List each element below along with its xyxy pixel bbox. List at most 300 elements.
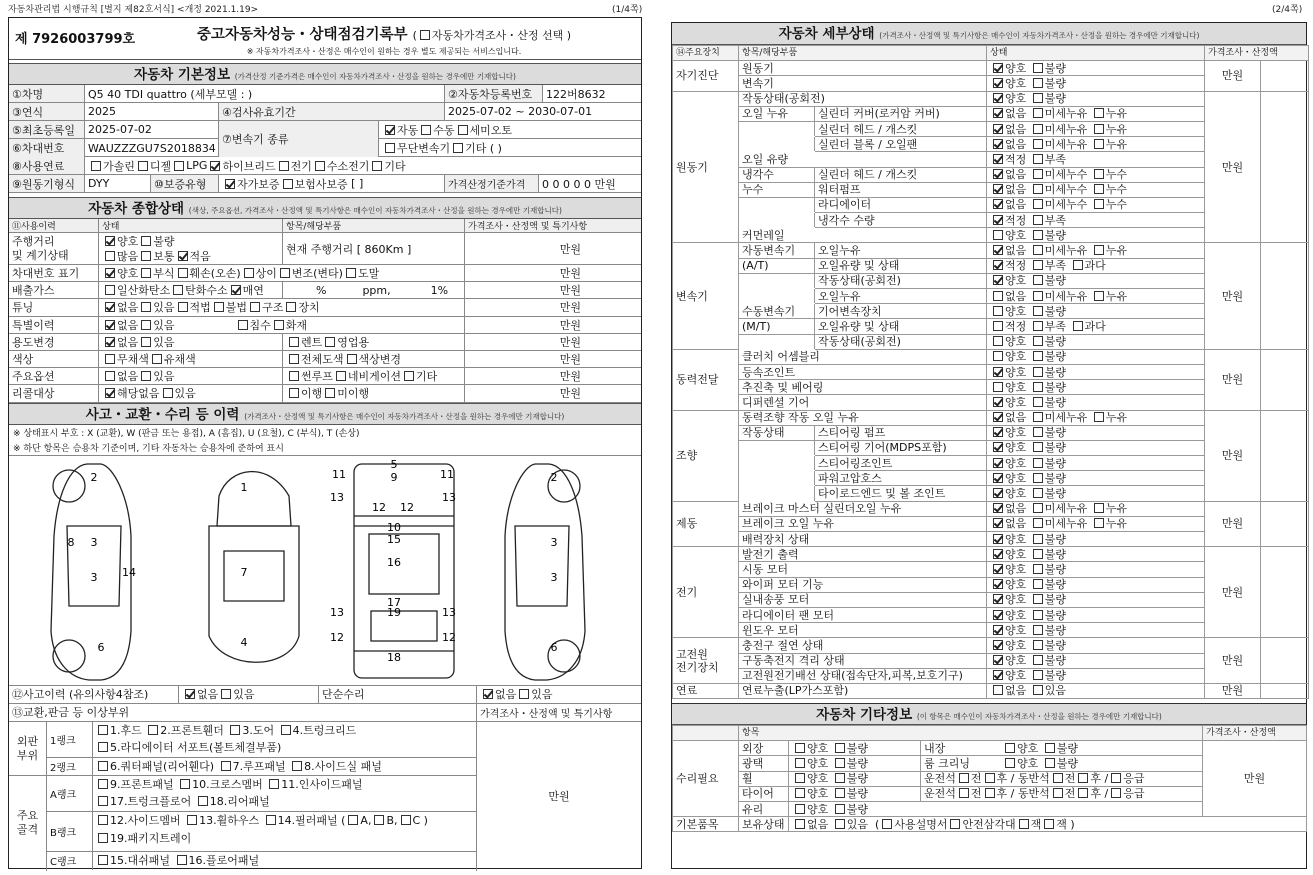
detail-2-3-opt-0[interactable]: [993, 291, 1003, 301]
detail-5-0-opt-1[interactable]: [1033, 503, 1043, 513]
base-price-label: 가격산정기준가격: [445, 175, 539, 192]
detail-6-1-opt-1[interactable]: [1033, 564, 1043, 574]
diagram-part-number: 18: [387, 650, 401, 664]
diagram-part-number: 13: [442, 605, 456, 619]
detail-row: 고전원전기배선 상태(접속단자,피복,보호기구) 양호 불량: [673, 668, 1309, 683]
summary-3-opt-3-checkbox[interactable]: [214, 302, 224, 312]
summary-1-opt-5-checkbox[interactable]: [346, 268, 356, 278]
detail-1-5-opt-1[interactable]: [1033, 169, 1043, 179]
detail-row: 자기진단 원동기 양호 불량 만원: [673, 61, 1309, 76]
device-group-label: 제동: [673, 501, 739, 547]
detail-2-1-opt-1[interactable]: [1033, 260, 1043, 270]
summary-8-opt2-0-checkbox[interactable]: [289, 388, 299, 398]
detail-0-1-opt-0[interactable]: [993, 78, 1003, 88]
detail-3-0-opt-0[interactable]: [993, 351, 1003, 361]
summary-2-opt-0-checkbox[interactable]: [105, 285, 115, 295]
other-heading: 자동차 기타정보 (이 항목은 매수인이 자동차가격조사・산정을 원하는 경우에만 기재합니다): [672, 703, 1306, 725]
car-side-right: [505, 464, 585, 680]
detail-4-3-opt-1[interactable]: [1033, 458, 1043, 468]
summary-heading: 자동차 종합상태 (색상, 주요옵션, 가격조사・산정액 및 특기사항은 매수인이 자동차가격조사・산정을 원하는 경우에만 기재합니다): [9, 197, 641, 219]
summary-8-opt-1-checkbox[interactable]: [163, 388, 173, 398]
summary-row: 특별이력 없음 있음 침수 화재 만원: [9, 317, 641, 334]
summary-5-opt-0-checkbox[interactable]: [105, 337, 115, 347]
simple-yes-checkbox[interactable]: [519, 689, 529, 699]
accident-yes-checkbox[interactable]: [221, 689, 231, 699]
summary-5-opt2-0-checkbox[interactable]: [289, 337, 299, 347]
diagram-part-number: 2: [90, 470, 98, 484]
detail-2-3-opt-1[interactable]: [1033, 291, 1043, 301]
inspection-value: 2025-07-02 ~ 2030-07-01: [448, 105, 593, 118]
detail-row: 제동 브레이크 마스터 실린더오일 누유 없음 미세누유 누유 만원: [673, 501, 1309, 516]
other-table: 항목 가격조사・산정액 수리필요 외장 양호 불량 내장 양호 불량 만원 광택 양호 불량 룸 크리닝 양호 불량 휠 양호 불량 운전석 전 후 / 동반석 전 후 / 응급 타이어 양호 불량 운전석 전 후 / 동반석 전 후 / 응급 유리 양호 불량 기본품목 보유상태 없음 있음 ( 사용설명서 안전삼각대 잭 잭 ): [672, 725, 1307, 832]
diagram-part-number: 3: [550, 570, 558, 584]
detail-1-6-opt-0[interactable]: [993, 184, 1003, 194]
diagram-part-number: 1: [240, 480, 248, 494]
detail-1-4-opt-0[interactable]: [993, 154, 1003, 164]
device-group-label: 조향: [673, 410, 739, 501]
summary-1-opt-2-checkbox[interactable]: [178, 268, 188, 278]
summary-8-opt2-1-checkbox[interactable]: [325, 388, 335, 398]
summary-4-opt-0-checkbox[interactable]: [105, 320, 115, 330]
trans-label: ⑦변속기 종류: [219, 121, 379, 157]
diagram-part-number: 12: [372, 500, 386, 514]
summary-5-opt-1-checkbox[interactable]: [141, 337, 151, 347]
diagram-part-number: 13: [330, 490, 344, 504]
detail-6-5-opt-0[interactable]: [993, 625, 1003, 635]
detail-0-1-opt-1[interactable]: [1033, 78, 1043, 88]
detail-row: 구동축전지 격리 상태 양호 불량: [673, 653, 1309, 668]
repair-needed-label: 수리필요: [673, 741, 739, 817]
fuel-other-checkbox[interactable]: [372, 161, 382, 171]
detail-6-4-opt-1[interactable]: [1033, 610, 1043, 620]
detail-4-2-opt-1[interactable]: [1033, 442, 1043, 452]
diagram-part-number: 11: [440, 467, 454, 481]
detail-5-0-opt-0[interactable]: [993, 503, 1003, 513]
detail-2-3-opt-2[interactable]: [1094, 291, 1104, 301]
trans-manual-checkbox[interactable]: [421, 125, 431, 135]
diagram-part-number: 5: [390, 457, 398, 471]
detail-2-4-opt-0[interactable]: [993, 306, 1003, 316]
year-label: ③연식: [9, 103, 85, 120]
detail-2-0-opt-1[interactable]: [1033, 245, 1043, 255]
detail-6-3-opt-1[interactable]: [1033, 594, 1043, 604]
summary-2-opt-1-checkbox[interactable]: [173, 285, 183, 295]
summary-row: 색상 무채색 유채색 전체도색 색상변경 만원: [9, 351, 641, 368]
detail-4-0-opt-0[interactable]: [993, 412, 1003, 422]
detail-4-5-opt-1[interactable]: [1033, 488, 1043, 498]
detail-2-5-opt-1[interactable]: [1033, 321, 1043, 331]
detail-row: 동력전달 클러치 어셈블리 양호 불량 만원: [673, 349, 1309, 364]
summary-3-opt2-0-checkbox[interactable]: [250, 302, 260, 312]
detail-2-0-opt-2[interactable]: [1094, 245, 1104, 255]
summary-4-opt-1-checkbox[interactable]: [141, 320, 151, 330]
car-diagram-svg: [9, 456, 641, 686]
summary-col-item: 항목/해당부품: [283, 219, 465, 232]
detail-7-0-opt-1[interactable]: [1033, 640, 1043, 650]
detail-1-4-opt-1[interactable]: [1033, 154, 1043, 164]
diagram-part-number: 19: [387, 605, 401, 619]
detail-1-2-opt-2[interactable]: [1094, 124, 1104, 134]
detail-6-2-opt-1[interactable]: [1033, 579, 1043, 589]
detail-6-0-opt-1[interactable]: [1033, 549, 1043, 559]
diagram-part-number: 13: [442, 490, 456, 504]
accident-legend: ※ 상태표시 부호 : X (교환), W (판금 또는 용접), A (흠집), U (요철), C (부식), T (손상): [13, 428, 360, 439]
detail-row: 원동기 작동상태(공회전) 양호 불량 만원: [673, 91, 1309, 106]
summary-2-opt-2-checkbox[interactable]: [231, 285, 241, 295]
wheel-front-left: [53, 470, 85, 502]
detail-6-3-opt-0[interactable]: [993, 594, 1003, 604]
detail-row: 스티어링조인트 양호 불량: [673, 456, 1309, 471]
detail-1-6-opt-1[interactable]: [1033, 184, 1043, 194]
detail-2-1-opt-0[interactable]: [993, 260, 1003, 270]
detail-2-1-opt-2[interactable]: [1073, 260, 1083, 270]
detail-1-8-opt-1[interactable]: [1033, 215, 1043, 225]
diagram-part-number: 6: [550, 640, 558, 654]
diagram-part-number: 10: [387, 520, 401, 534]
exchange-label: ⑬교환,판금 등 이상부위: [9, 704, 477, 721]
warranty-insurer-checkbox[interactable]: [283, 179, 293, 189]
detail-1-1-opt-0[interactable]: [993, 108, 1003, 118]
detail-row: 추진축 및 베어링 양호 불량: [673, 380, 1309, 395]
device-group-label: 원동기: [673, 91, 739, 243]
diagram-part-number: 13: [330, 605, 344, 619]
vin-label: ⑥차대번호: [9, 139, 85, 157]
detail-1-0-opt-0[interactable]: [993, 93, 1003, 103]
detail-row: 배력장치 상태 양호 불량: [673, 532, 1309, 547]
page-number-2: (2/4쪽): [1272, 5, 1303, 15]
detail-5-1-opt-2[interactable]: [1094, 518, 1104, 528]
detail-row: 디퍼렌셜 기어 양호 불량: [673, 395, 1309, 410]
summary-3-opt-2-checkbox[interactable]: [178, 302, 188, 312]
detail-7-1-opt-0[interactable]: [993, 655, 1003, 665]
detail-6-2-opt-0[interactable]: [993, 579, 1003, 589]
basic-items-label: 기본품목: [673, 817, 739, 832]
diagram-part-number: 3: [90, 570, 98, 584]
detail-3-3-opt-1[interactable]: [1033, 397, 1043, 407]
device-group-label: 연료: [673, 683, 739, 698]
detail-8-0-opt-1[interactable]: [1033, 685, 1043, 695]
summary-row: 차대번호 표기 양호 부식 훼손(오손) 상이 변조(변타) 도말 만원: [9, 265, 641, 282]
detail-3-2-opt-1[interactable]: [1033, 382, 1043, 392]
detail-2-4-opt-1[interactable]: [1033, 306, 1043, 316]
device-group-label: 변속기: [673, 243, 739, 349]
fuel-diesel-checkbox[interactable]: [138, 161, 148, 171]
accident-history-label: ⑫사고이력 (유의사항4참조): [9, 686, 179, 703]
reg-label: ②자동차등록번호: [445, 85, 543, 102]
fuel-electric-checkbox[interactable]: [279, 161, 289, 171]
exchange-price-label: 가격조사・산정액 및 특기사항: [480, 708, 613, 720]
detail-1-1-opt-1[interactable]: [1033, 108, 1043, 118]
detail-2-2-opt-0[interactable]: [993, 275, 1003, 285]
wheel-rear-left: [53, 640, 85, 672]
detail-row: 오일누유 없음 미세누유 누유: [673, 289, 1309, 304]
page-1: 제 7926003799호 중고자동차성능・상태점검기록부 ( 자동차가격조사・산정 선택 ) ※ 자동차가격조사・산정은 매수인이 원하는 경우 별도 제공되는 서비스입니다. 자동차 기본정보 (가격산정 기준가격은 매수인이 자동차가격조사・산정을 원하는 경우에만 기재합니다) ①차명 Q5 40 TDI quattro (세부모델 : ) ②자동차등록번호 122버8632 ③연식 2025 ④검사유효기간 2025-07-02 ~ 2030-07-01 ⑤최초등록일 2025-07-02 ⑥차대번호 WAUZZZGU7S2018834 ⑦변속기 종류 자동 수동 세미오토 무단변속기 기타 ( ) ⑧사용연료 가솔린 디젤 LPG 하이브리드 전기 수소전기 기타 ⑨원동기형식 DYY ⑩보증유형 자가보증 보험사보증 [ ] 가격산정기준가격 0 0 0 0 0 만원 자동차 종합상태 (색상, 주요옵션, 가격조사・산정액 및 특기사항은 매수인이 자동차가격조사・산정을 원하는 경우에만 기재합니다) ⑪사용이력 상태 항목/해당부품 가격조사・산정액 및 특기사항 주행거리 및 계기상태 양호 불량 많음 보통 적음 현재 주행거리 [ 860Km ] 만원 차대번호 표기 양호 부식 훼손(오손) 상이 변조(변타) 도말 만원 배출가스 일산화탄소 탄화수소 매연 % ppm, 1% 만원 튜닝 없음 있음 적법 불법 구조 장치 만원 특별이력 없음 있음 침수 화재 만원 용도변경 없음 있음 렌트 영업용 만원 색상 무채색 유채색 전체도색 색상변경 만원 주요옵션 없음 있음 썬루프 네비게이션 기타 만원 리콜대상 해당없음 있음 이행 미이행 만원 사고・교환・수리 등 이력 (가격조사・산정액 및 특기사항은 매수인이 자동차가격조사・산정을 원하는 경우에만 기재합니다) ※ 상태표시 부호 : X (교환), W (판금 또는 용접), A (흠집), U (요철), C (부식), T (손상) ※ 하단 항목은 승용차 기준이며, 기타 자동차는 승용차에 준하여 표시 1 2 3 3 4 5 6 7 8 9 10 11 11 12 12 13 13 14 15 16 17 18 19 2 3 3 6 12 12 13 13 ⑫사고이력 (유의사항4참조) 없음 있음 단순수리 없음 있음 ⑬교환,판금 등 이상부위 가격조사・산정액 및 특기사항 외판 부위 1랭크 1.후드 2.프론트휀더 3.도어 4.트렁크리드 5.라디에이터 서포트(볼트체결부품) 2랭크 6.쿼터패널(리어휀다) 7.루프패널 8.사이드실 패널 주요 골격 A랭크 9.프론트패널 10.크로스멤버 11.인사이드패널 17.트렁크플로어 18.리어패널 B랭크 12.사이드멤버 13.휠하우스 14.필러패널 ( A, B, C ) 19.패키지트레이 C랭크 15.대쉬패널 16.플로어패널 만원: [8, 17, 642, 869]
simple-none-checkbox[interactable]: [483, 689, 493, 699]
summary-col-price: 가격조사・산정액 및 특기사항: [468, 222, 588, 232]
form-reference: 자동차관리법 시행규칙 [별지 제82호서식] <개정 2021.1.19>: [8, 5, 259, 15]
summary-row: 배출가스 일산화탄소 탄화수소 매연 % ppm, 1% 만원: [9, 282, 641, 299]
device-group-label: 동력전달: [673, 349, 739, 410]
detail-heading: 자동차 세부상태 (가격조사・산정액 및 특기사항은 매수인이 자동차가격조사・산정을 원하는 경우에만 기재합니다): [672, 23, 1306, 45]
trans-cvt-checkbox[interactable]: [385, 143, 395, 153]
detail-row: (M/T) 오일유량 및 상태 적정 부족 과다: [673, 319, 1309, 334]
reg-value: 122버8632: [546, 87, 606, 101]
detail-4-3-opt-0[interactable]: [993, 458, 1003, 468]
first-reg-value: 2025-07-02: [88, 123, 152, 136]
summary-7-opt2-2-checkbox[interactable]: [404, 371, 414, 381]
detail-6-1-opt-0[interactable]: [993, 564, 1003, 574]
detail-row: 오일 유량 적정 부족: [673, 152, 1309, 167]
detail-6-0-opt-0[interactable]: [993, 549, 1003, 559]
current-mileage: 현재 주행거리 [ 860Km ]: [283, 233, 465, 264]
engine-label: ⑨원동기형식: [9, 175, 85, 192]
price-survey-checkbox[interactable]: [420, 30, 430, 40]
detail-1-3-opt-2[interactable]: [1094, 139, 1104, 149]
summary-row: 리콜대상 해당없음 있음 이행 미이행 만원: [9, 385, 641, 402]
diagram-part-number: 2: [550, 470, 558, 484]
diagram-part-number: 8: [67, 535, 75, 549]
diagram-part-number: 12: [442, 630, 456, 644]
detail-row: 누수 워터펌프 없음 미세누수 누수: [673, 182, 1309, 197]
diagram-part-number: 15: [387, 532, 401, 546]
first-reg-label: ⑤최초등록일: [9, 121, 85, 138]
fuel-options: 가솔린 디젤 LPG 하이브리드 전기 수소전기 기타: [85, 157, 641, 174]
detail-row: 변속기 자동변속기 오일누유 없음 미세누유 누유 만원: [673, 243, 1309, 258]
detail-row: 실린더 헤드 / 개스킷 없음 미세누유 누유: [673, 121, 1309, 136]
detail-1-3-opt-0[interactable]: [993, 139, 1003, 149]
summary-4-opt2-0-checkbox[interactable]: [238, 320, 248, 330]
vin-value: WAUZZZGU7S2018834: [88, 141, 216, 155]
mileage-high-checkbox[interactable]: [105, 251, 115, 261]
detail-3-3-opt-0[interactable]: [993, 397, 1003, 407]
mileage-normal-checkbox[interactable]: [141, 251, 151, 261]
summary-3-opt-1-checkbox[interactable]: [141, 302, 151, 312]
detail-2-2-opt-1[interactable]: [1033, 275, 1043, 285]
detail-6-5-opt-1[interactable]: [1033, 625, 1043, 635]
detail-row: 커먼레일 양호 불량: [673, 228, 1309, 243]
detail-4-4-opt-1[interactable]: [1033, 473, 1043, 483]
summary-4-opt2-1-checkbox[interactable]: [274, 320, 284, 330]
detail-1-2-opt-0[interactable]: [993, 124, 1003, 134]
diagram-part-number: 12: [330, 630, 344, 644]
diagram-part-number: 14: [122, 565, 136, 579]
diagram-part-number: 9: [390, 470, 398, 484]
summary-1-opt-3-checkbox[interactable]: [244, 268, 254, 278]
detail-row: 작동상태(공회전) 양호 불량: [673, 334, 1309, 349]
detail-2-5-opt-0[interactable]: [993, 321, 1003, 331]
detail-row: 냉각수 실린더 헤드 / 개스킷 없음 미세누수 누수: [673, 167, 1309, 182]
year-value: 2025: [85, 103, 219, 120]
page-2: [671, 22, 1307, 869]
car-diagram: [9, 456, 641, 686]
accident-none-checkbox[interactable]: [185, 689, 195, 699]
detail-5-0-opt-2[interactable]: [1094, 503, 1104, 513]
device-group-label: 고전원 전기장치: [673, 638, 739, 684]
detail-5-2-opt-0[interactable]: [993, 534, 1003, 544]
diagram-part-number: 16: [387, 555, 401, 569]
detail-row: 시동 모터 양호 불량: [673, 562, 1309, 577]
summary-6-opt2-1-checkbox[interactable]: [347, 354, 357, 364]
form-title: 중고자동차성능・상태점검기록부: [196, 27, 408, 43]
summary-1-opt-0-checkbox[interactable]: [105, 268, 115, 278]
detail-6-4-opt-0[interactable]: [993, 610, 1003, 620]
detail-2-0-opt-0[interactable]: [993, 245, 1003, 255]
car-top-view: [209, 526, 299, 662]
detail-3-1-opt-0[interactable]: [993, 367, 1003, 377]
detail-row: 윈도우 모터 양호 불량: [673, 623, 1309, 638]
detail-2-6-opt-0[interactable]: [993, 336, 1003, 346]
detail-2-5-opt-2[interactable]: [1073, 321, 1083, 331]
diagram-part-number: 6: [97, 640, 105, 654]
summary-3-opt2-1-checkbox[interactable]: [286, 302, 296, 312]
trans-other-checkbox[interactable]: [453, 143, 463, 153]
detail-row: 변속기 양호 불량: [673, 76, 1309, 91]
summary-7-opt-1-checkbox[interactable]: [141, 371, 151, 381]
detail-row: 냉각수 수량 적정 부족: [673, 213, 1309, 228]
summary-8-opt-0-checkbox[interactable]: [105, 388, 115, 398]
summary-6-opt2-0-checkbox[interactable]: [289, 354, 299, 364]
detail-row: 라디에이터 없음 미세누수 누수: [673, 197, 1309, 212]
detail-5-1-opt-1[interactable]: [1033, 518, 1043, 528]
detail-1-9-opt-1[interactable]: [1033, 230, 1043, 240]
detail-4-4-opt-0[interactable]: [993, 473, 1003, 483]
detail-4-2-opt-0[interactable]: [993, 442, 1003, 452]
detail-row: 작동상태 스티어링 펌프 양호 불량: [673, 425, 1309, 440]
record-number: 제 7926003799호: [15, 32, 136, 47]
detail-row: 작동상태(공회전) 양호 불량: [673, 273, 1309, 288]
accident-legend2: ※ 하단 항목은 승용차 기준이며, 기타 자동차는 승용차에 준하여 표시: [9, 440, 641, 456]
fuel-lpg-checkbox[interactable]: [174, 161, 184, 171]
simple-repair-label: 단순수리: [319, 686, 477, 703]
detail-row: 파워고압호스 양호 불량: [673, 471, 1309, 486]
detail-3-1-opt-1[interactable]: [1033, 367, 1043, 377]
detail-1-5-opt-0[interactable]: [993, 169, 1003, 179]
summary-row: 용도변경 없음 있음 렌트 영업용 만원: [9, 334, 641, 351]
diagram-part-number: 17: [387, 595, 401, 609]
summary-1-opt-1-checkbox[interactable]: [141, 268, 151, 278]
detail-0-0-opt-1[interactable]: [1033, 63, 1043, 73]
detail-3-0-opt-1[interactable]: [1033, 351, 1043, 361]
detail-row: 와이퍼 모터 기능 양호 불량: [673, 577, 1309, 592]
diagram-part-number: 4: [240, 635, 248, 649]
trans-semi-checkbox[interactable]: [458, 125, 468, 135]
diagram-part-number: 3: [550, 535, 558, 549]
detail-2-6-opt-1[interactable]: [1033, 336, 1043, 346]
summary-5-opt2-1-checkbox[interactable]: [325, 337, 335, 347]
detail-row: 실린더 블록 / 오일팬 없음 미세누유 누유: [673, 137, 1309, 152]
summary-col-history: ⑪사용이력: [9, 219, 99, 232]
accident-heading: 사고・교환・수리 등 이력 (가격조사・산정액 및 특기사항은 매수인이 자동차가격조사・산정을 원하는 경우에만 기재합니다): [9, 403, 641, 425]
detail-1-5-opt-2[interactable]: [1094, 169, 1104, 179]
warranty-self-checkbox[interactable]: [225, 179, 235, 189]
detail-row: 라디에이터 팬 모터 양호 불량: [673, 607, 1309, 622]
diagram-part-number: 12: [400, 500, 414, 514]
detail-4-5-opt-0[interactable]: [993, 488, 1003, 498]
device-group-label: 전기: [673, 547, 739, 638]
summary-7-opt2-0-checkbox[interactable]: [289, 371, 299, 381]
detail-row: 타이로드엔드 및 볼 조인트 양호 불량: [673, 486, 1309, 501]
detail-row: 스티어링 기어(MDPS포함) 양호 불량: [673, 440, 1309, 455]
detail-7-0-opt-0[interactable]: [993, 640, 1003, 650]
detail-7-2-opt-1[interactable]: [1033, 670, 1043, 680]
detail-row: 실내송풍 모터 양호 불량: [673, 592, 1309, 607]
fuel-gasoline-checkbox[interactable]: [91, 161, 101, 171]
odometer-bad-checkbox[interactable]: [141, 236, 151, 246]
detail-1-7-opt-1[interactable]: [1033, 199, 1043, 209]
detail-row: (A/T) 오일유량 및 상태 적정 부족 과다: [673, 258, 1309, 273]
summary-7-opt2-1-checkbox[interactable]: [336, 371, 346, 381]
mileage-low-checkbox[interactable]: [178, 251, 188, 261]
model-value: Q5 40 TDI quattro (세부모델 : ): [85, 85, 445, 102]
summary-6-opt-1-checkbox[interactable]: [152, 354, 162, 364]
detail-7-1-opt-1[interactable]: [1033, 655, 1043, 665]
detail-row: 수동변속기 기어변속장치 양호 불량: [673, 304, 1309, 319]
detail-1-6-opt-2[interactable]: [1094, 184, 1104, 194]
inspection-label: ④검사유효기간: [219, 103, 445, 120]
detail-8-0-opt-0[interactable]: [993, 685, 1003, 695]
detail-row: 고전원 전기장치 충전구 절연 상태 양호 불량 만원: [673, 638, 1309, 653]
detail-1-7-opt-2[interactable]: [1094, 199, 1104, 209]
trans-auto-checkbox[interactable]: [385, 125, 395, 135]
detail-table: ⑭주요장치 항목/해당부품 상태 가격조사・산정액 자기진단 원동기 양호 불량 만원 변속기 양호 불량 원동기 작동상태(공회전) 양호 불량 만원 오일 누유 실린더 커버(로커암 커버) 없음 미세누유 누유 실린더 헤드 / 개스킷 없음 미세누유 누유 실린더 블록 / 오일팬 없음 미세누유 누유 오일 유량 적정 부족 냉각수 실린더 헤드 / 개스킷 없음 미세누수 누수 누수 워터펌프 없음 미세누수 누수 라디에이터 없음 미세누수 누수 냉각수 수량 적정 부족 커먼레일 양호 불량 변속기 자동변속기 오일누유 없음 미세누유 누유 만원 (A/T) 오일유량 및 상태 적정 부족 과다 작동상태(공회전) 양호 불량 오일누유 없음 미세누유 누유 수동변속기 기어변속장치 양호 불량 (M/T) 오일유량 및 상태 적정 부족 과다 작동상태(공회전) 양호 불량 동력전달 클러치 어셈블리 양호 불량 만원 등속조인트 양호 불량 추진축 및 베어링 양호 불량 디퍼렌셜 기어 양호 불량 조향 동력조향 작동 오일 누유 없음 미세누유 누유 만원 작동상태 스티어링 펌프 양호 불량 스티어링 기어(MDPS포함) 양호 불량 스티어링조인트 양호 불량 파워고압호스 양호 불량 타이로드엔드 및 볼 조인트 양호 불량 제동 브레이크 마스터 실린더오일 누유 없음 미세누유 누유 만원 브레이크 오일 누유 없음 미세누유 누유 배력장치 상태 양호 불량 전기 발전기 출력 양호 불량 만원 시동 모터 양호 불량 와이퍼 모터 기능 양호 불량 실내송풍 모터 양호 불량 라디에이터 팬 모터 양호 불량 윈도우 모터 양호 불량 고전원 전기장치 충전구 절연 상태 양호 불량 만원 구동축전지 격리 상태 양호 불량 고전원전기배선 상태(접속단자,피복,보호기구) 양호 불량 연료 연료누출(LP가스포함) 없음 있음 만원: [672, 45, 1309, 699]
detail-row: 연료 연료누출(LP가스포함) 없음 있음 만원: [673, 683, 1309, 698]
summary-6-opt-0-checkbox[interactable]: [105, 354, 115, 364]
base-price-value: 0 0 0 0 0 만원: [542, 177, 616, 191]
detail-4-0-opt-2[interactable]: [1094, 412, 1104, 422]
fuel-label: ⑧사용연료: [9, 157, 85, 174]
detail-1-0-opt-1[interactable]: [1033, 93, 1043, 103]
summary-1-opt-4-checkbox[interactable]: [280, 268, 290, 278]
detail-1-1-opt-2[interactable]: [1094, 108, 1104, 118]
device-group-label: 자기진단: [673, 61, 739, 91]
summary-3-opt-0-checkbox[interactable]: [105, 302, 115, 312]
detail-0-0-opt-0[interactable]: [993, 63, 1003, 73]
model-label: ①차명: [9, 85, 85, 102]
car-front-view: [217, 471, 291, 525]
detail-5-1-opt-0[interactable]: [993, 518, 1003, 528]
detail-row: 등속조인트 양호 불량: [673, 364, 1309, 379]
odometer-good-checkbox[interactable]: [105, 236, 115, 246]
diagram-part-number: 7: [240, 565, 248, 579]
detail-row: 브레이크 오일 누유 없음 미세누유 누유: [673, 516, 1309, 531]
detail-1-8-opt-0[interactable]: [993, 215, 1003, 225]
fuel-hybrid-checkbox[interactable]: [210, 161, 220, 171]
detail-row: 오일 누유 실린더 커버(로커암 커버) 없음 미세누유 누유: [673, 106, 1309, 121]
detail-1-7-opt-0[interactable]: [993, 199, 1003, 209]
engine-value: DYY: [85, 175, 151, 192]
exchange-price-value: 만원: [548, 790, 570, 803]
summary-row: 주요옵션 없음 있음 썬루프 네비게이션 기타 만원: [9, 368, 641, 385]
summary-col-status: 상태: [99, 219, 283, 232]
detail-4-1-opt-1[interactable]: [1033, 427, 1043, 437]
form-subnote: ※ 자동차가격조사・산정은 매수인이 원하는 경우 별도 제공되는 서비스입니다.: [246, 47, 522, 56]
summary-7-opt-0-checkbox[interactable]: [105, 371, 115, 381]
price-survey-label: 자동차가격조사・산정 선택 ): [431, 29, 572, 42]
diagram-part-number: 3: [90, 535, 98, 549]
detail-7-2-opt-0[interactable]: [993, 670, 1003, 680]
detail-3-2-opt-0[interactable]: [993, 382, 1003, 392]
detail-4-1-opt-0[interactable]: [993, 427, 1003, 437]
detail-1-3-opt-1[interactable]: [1033, 139, 1043, 149]
diagram-part-number: 11: [332, 467, 346, 481]
detail-5-2-opt-1[interactable]: [1033, 534, 1043, 544]
detail-4-0-opt-1[interactable]: [1033, 412, 1043, 422]
fuel-hydrogen-checkbox[interactable]: [315, 161, 325, 171]
detail-1-9-opt-0[interactable]: [993, 230, 1003, 240]
basic-info-heading: 자동차 기본정보 (가격산정 기준가격은 매수인이 자동차가격조사・산정을 원하는 경우에만 기재합니다): [9, 63, 641, 85]
detail-1-2-opt-1[interactable]: [1033, 124, 1043, 134]
page-number-1: (1/4쪽): [612, 5, 643, 15]
